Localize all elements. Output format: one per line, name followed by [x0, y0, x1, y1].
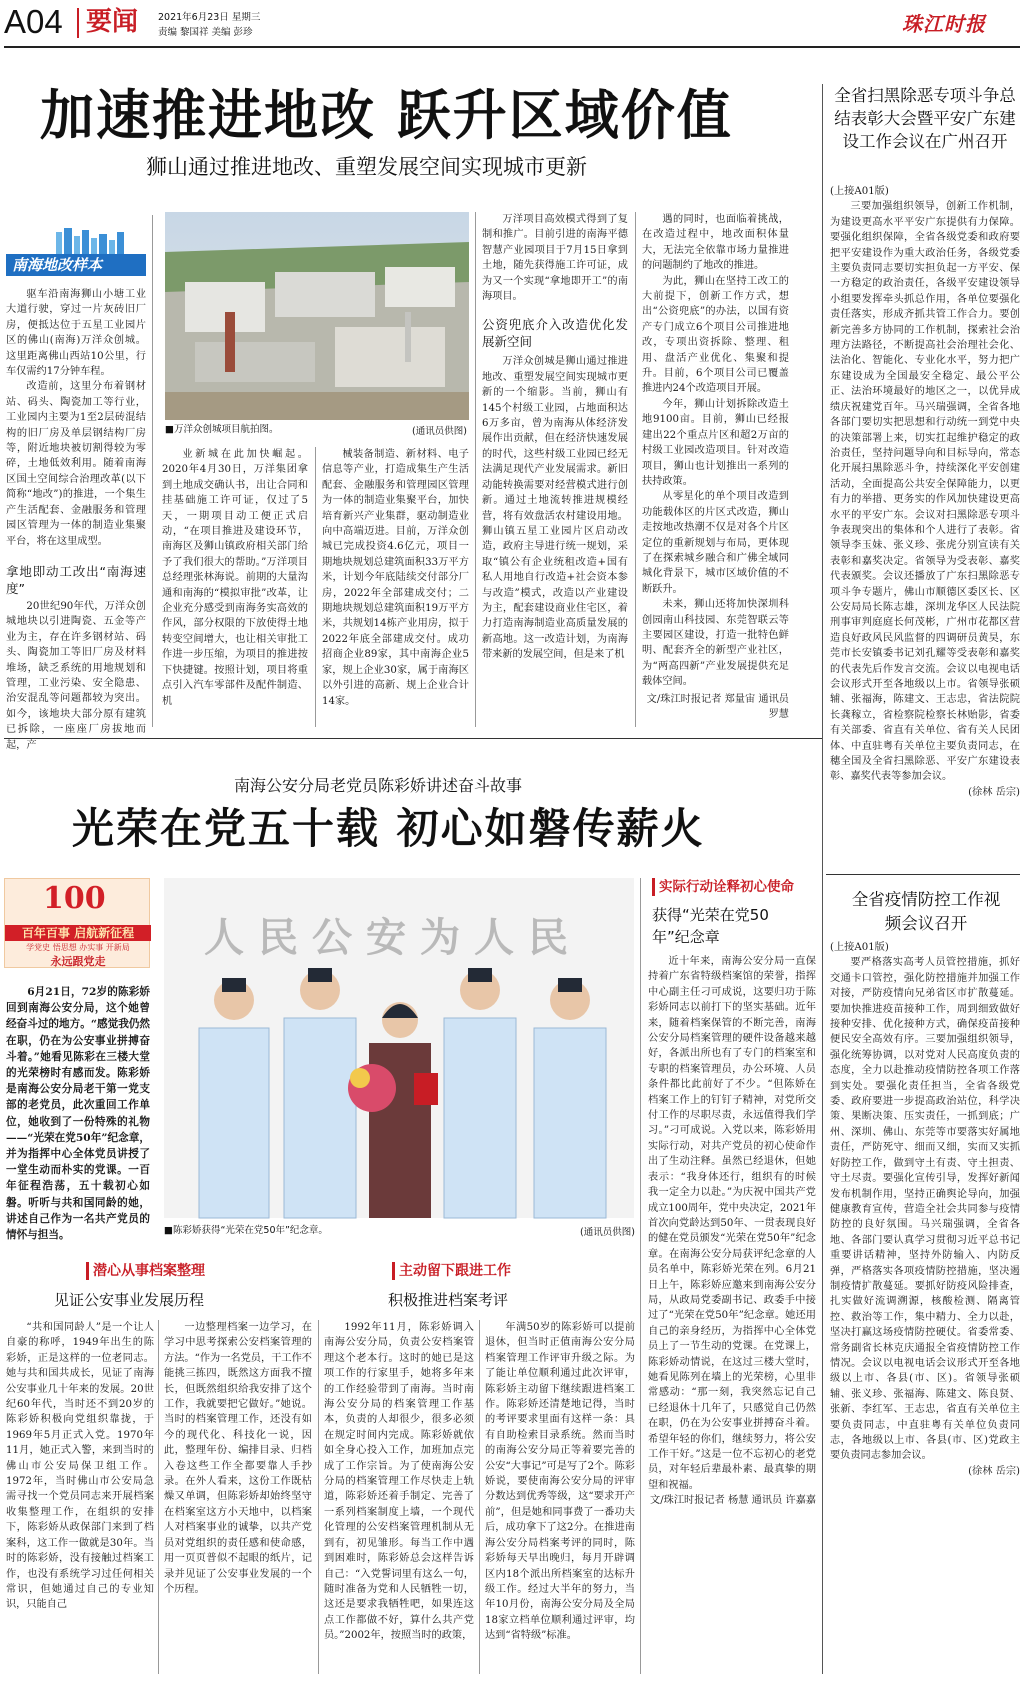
editors-line: 责编 黎国祥 美编 彭珍 [158, 27, 253, 38]
masthead-rule [4, 46, 1020, 48]
lead-divider-1 [152, 215, 153, 727]
column-tag-logo [6, 226, 146, 278]
right1-source-tag: (上接A01版) [830, 186, 889, 197]
logo-top-line: 永远跟党走 [50, 955, 106, 968]
right-column-divider [822, 84, 823, 1674]
aerial-factory-photo [165, 212, 469, 420]
lead-column-2: 业新城在此加快崛起。2020年4月30日，万洋集团拿到土地成交确认书，出让合同和挂基础施工许可证，仅过了5天，一期项目动工便正式启动，“在项目推进及建设环节，南海区及狮山镇政府相关部门给予了我们很大的帮助。”万洋项目总经理张林海说。前期的大量沟通和南海的“模拟审批”改革，让企业充分感受到南海务实高效的作风，部分权限的下放使得土地转变空间增大，也让相关审批工作进一步压缩，为项目的推进按下快捷键。按照计划，项目将重点引入汽车零部件及配件制造、机 [162, 449, 308, 707]
right2-byline: (徐林 岳宗) [968, 1465, 1020, 1477]
lead-subheadline: 狮山通过推进地改、重塑发展空间实现城市更新 [146, 155, 587, 179]
second-column-4: 年满50岁的陈彩娇可以提前退休，但当时正值南海公安分局档案管理工作评审升级之际。为了能让单位顺利通过此次评审，陈彩娇主动留下继续跟进档案工作。陈彩娇还清楚地记得，当时的考评要求里面有这样一条：具有自助检索目录系统。然而当时的南海公安分局正等着要完善的公安“大事记”可是写了2个。陈彩娇说，要使南海公安分局的评审分数达到优秀等级，这“要求开产前”，但是她和同事费了一番功夫后，成功拿下了这2分。在推进南海公安分局档案考评的同时，陈彩娇每天早出晚归，每月开辟调区内18个派出所档案室的达标升级工作。经过大半年的努力，当年10月份，南海公安分局及全局18家立档单位顺利通过评审，均达到“省特级”标准。 [485, 1322, 635, 1642]
right1-headline: 全省扫黑除恶专项斗争总结表彰大会暨平安广东建设工作会议在广州召开 [834, 86, 1016, 151]
paper-logo: 珠江时报 [902, 12, 986, 36]
right1-body: (上接A01版) 三要加强组织领导，创新工作机制，为建设更高水平平安广东提供有力保障。要强化组织保障，全省各级党委和政府要把平安建设作为重大政治任务，各级党委主要负责同志要切实担负起一方平安、保一方稳定的政治责任，各级平安建设领导小组要发挥牵头抓总作用，各单位要强化责任落实，形成齐抓共管工作合力。要创新完善多方协同的工作机制，探索社会治理方法路径，不断提高社会治理社会化、法治化、智能化、专业化水平，努力把广东建设成为全国最安全稳定、最公平公正、法治环境最好的地区之一，以优异成绩庆祝建党百年。马兴瑞强调，全省各地各部门要切实把思想和行动统一到党中央的决策部署上来，切实扛起维护稳定的政治责任，坚持问题导向和目标导向，常态化开展扫黑除恶斗争，持续深化平安创建活动，全面提高公共安全保障能力，以更有力的举措、更务实的作风加快建设更高水平的平安广东。会议对扫黑除恶专项斗争表现突出的集体和个人进行了表彰。省领导李玉妹、张义珍、张虎分别宣读有关表彰和嘉奖决定。省领导为受表彰、嘉奖代表颁奖。会议还播放了广东扫黑除恶专项斗争专题片，佛山市顺德区委区长、区公安局局长陈志雄，深圳龙华区人民法院刑事审判庭庭长何茂彬，广州市花都区营造良好政风民风监督的四调研员黄昊，东莞市长安镇委书记刘孔耀等受表彰和嘉奖的代表先后作发言交流。会议以电视电话会议形式开至各地级以上市。省领导张硕辅、张福海，陈建文、王志忠，省法院院长龚稼立，省检察院检察长林贻影，省委有关部委、省直有关单位、省有关人民团体、中直驻粤有关单位主要负责同志，在穗全国及全省扫黑除恶、平安广东建设表彰、嘉奖代表等参加会议。 (徐林 岳宗) [830, 184, 1020, 864]
sub2-tag: 主动留下跟进工作 [392, 1262, 511, 1280]
right2-headline: 全省疫情防控工作视频会议召开 [851, 890, 1001, 933]
right1-byline: (徐林 岳宗) [968, 786, 1020, 798]
right-section-rule [826, 874, 1020, 875]
lead-divider-4 [635, 212, 636, 727]
second-divider-3 [479, 1320, 480, 1674]
side-title: 获得“光荣在党50年”纪念章 [652, 906, 769, 946]
logo-subline: 学党史 悟思想 办实事 开新局 [26, 943, 130, 952]
column-tag-text: 南海地改样本 [12, 256, 103, 274]
masthead [0, 0, 1024, 46]
centenary-logo [4, 878, 150, 968]
second-side-divider [640, 878, 641, 1674]
side-body: 近十年来，南海公安分局一直保持着广东省特级档案馆的荣誉，指挥中心副主任刁可成说，这要归功于陈彩娇同志以前打下的坚实基础。近年来，随着档案保管的不断完善，南海公安分局档案管理的硬件设备越来越好，各派出所也有了专门的档案室和专职的档案管理员，办公环境、人员条件都比此前好了不少。“但陈娇在档案工作上的钉钉子精神，对党所交付工作的尽职尽责，永远值得我们学习。”刁可成说。入党以来，陈彩娇用实际行动，对共产党员的初心使命作出了生动注释。虽然已经退休，但她表示：“我身体还行，组织有的时候我一定全力以赴。”为庆祝中国共产党成立100周年，党中央决定，2021年首次向党龄达到50年、一贯表现良好的健在党员颁发“光荣在党50年”纪念章。在南海公安分局获评纪念章的人员名单中，陈彩娇光荣在列。6月21日上午，陈彩娇应邀来到南海公安分局，从政局党委副书记、政委手中接过了“光荣在党50年”纪念章。她还用自己的亲身经历，为指挥中心全体党员上了一节生动的党课。在党课上，陈彩娇动情说，在这过三楼大堂时，她看见陈列在墙上的光荣榜，心里非常感动：“那一刻，我突然忘记自己已经退休十几年了，只感觉自己仍然在职，仍在为公安事业拼搏奋斗着。希望年轻的你们，继续努力，将公安工作干好。”这是一位不忘初心的老党员，对年轻后辈最朴素、最真挚的期望和祝福。 文/珠江时报记者 杨慧 通讯员 许嘉嘉 [648, 954, 816, 1674]
second-lead-text: 6月21日，72岁的陈彩娇回到南海公安分局，这个她曾经奋斗过的地方。“感觉我仍然在职，仍在为公安事业拼搏奋斗着。”她看见陈彩在三楼大堂的光荣榜时有感而发。陈彩娇是南海公安分局老干第一党支部的老党员，此次重回工作单位，她收到了一份特殊的礼物——“光荣在党50年”纪念章，并为指挥中心全体党员讲授了一堂生动而朴实的党课。一百年征程浩荡，五十载初心如磐。听听与共和国同龄的她，讲述自己作为一名共产党员的情怀与担当。 [6, 986, 150, 1242]
lead-divider-3 [475, 212, 476, 727]
lead-col4-subhead: 公资兜底介入改造优化发展新空间 [482, 317, 628, 350]
second-photo [164, 878, 634, 1218]
sub2-title: 积极推进档案考评 [388, 1291, 509, 1309]
lead-headline: 加速推进地改 跃升区域价值 [40, 84, 733, 147]
sub1-tag: 潜心从事档案整理 [86, 1262, 205, 1280]
section-name: 要闻 [86, 7, 139, 37]
section-divider [77, 8, 79, 38]
officers-group-figures [164, 878, 634, 1218]
lead-column-1: 驱车沿南海狮山小塘工业大道行驶，穿过一片灰砖旧厂房，便抵达位于五星工业园片区的佛山(南海)万洋众创城。这里距离佛山西站10公里，行车仅需约17分钟车程。 改造前，这里分布着钢材站、码头、陶瓷加工等行业，工业园内主要为1至2层砖混结构的旧厂房及单层钢结构厂房等，附近地块被切割得较为零碎，土地低效利用。随着南海区国土空间综合治理改革(以下简称“地改”)的推进，一个集生产生活配套、金融服务和管理园区管理为一体的制造业集聚平台，将在这里成型。 拿地即动工改出“南海速度” 20世纪90年代，万洋众创城地块以引进陶瓷、五金等产业为主，存在许多钢材站、码头、陶瓷加工等旧厂房及材料堆场，缺乏系统的用地规划和管理，工业污染、安全隐患、治安混乱等问题都较为突出。如今，该地块大部分原有建筑已拆除，一座座厂房拔地而起，产 [6, 289, 146, 751]
right2-source-tag: (上接A01版) [830, 942, 889, 953]
second-overline: 南海公安分局老党员陈彩娇讲述奋斗故事 [234, 776, 523, 795]
lead-photo [165, 212, 469, 420]
lead-photo-caption: ■万洋众创城项目航拍图。 [165, 424, 279, 435]
photo-sign-text: 人民公安为人民 [204, 914, 582, 961]
lead-byline: 文/珠江时报记者 郑量宙 通讯员 罗慧 [646, 693, 789, 720]
sub1-title: 见证公安事业发展历程 [54, 1291, 205, 1309]
lead-divider-2 [315, 447, 316, 727]
logo-slogan: 百年百事 启航新征程 [5, 925, 151, 941]
lead-col1-subhead: 拿地即动工改出“南海速度” [6, 563, 146, 596]
lead-column-3: 械装备制造、新材料、电子信息等产业，打造成集生产生活配套、金融服务和管理园区管理为一体的制造业集聚平台，加快培育新兴产业集群，驱动制造业向中高端迈进。目前，万洋众创城已完成投资4.6亿元，项目一期地块规划总建筑面积33万平方米，计划今年底陆续交付部分厂房，2022年全部建成交付；二期地块规划总建筑面积19万平方米，共规划14栋产业用房，拟于2022年底全部建成交付。成功招商企业89家，其中南海企业5家，规上企业30家，属于南海区以外引进的高新、规上企业合计14家。 [322, 449, 469, 707]
second-photo-caption: ■陈彩娇获得“光荣在党50年”纪念章。 [164, 1225, 328, 1236]
page-number: A04 [4, 3, 63, 40]
second-divider-2 [318, 1320, 319, 1674]
side-byline: 文/珠江时报记者 杨慧 通讯员 许嘉嘉 [650, 1495, 816, 1507]
second-column-1: “共和国同龄人”是一个让人自豪的称呼，1949年出生的陈彩娇，正是这样的一位老同志。她与共和国共成长，见证了南海公安事业几十年来的发展。20世纪60年代，当时还不到20岁的陈彩娇积极向党组织靠拢，于1969年5月正式入党。1970年11月，她正式入警，来到当时的佛山市公安局保卫组工作。1972年，当时佛山市公安局急需寻找一个党员同志来开展档案收集整理工作，在组织的安排下，陈彩娇从政保部门来到了档案科，这工作一做就是30年。当时的陈彩娇，没有接触过档案工作，也没有系统学习过任何相关常识，但她通过自己的专业知识，只能自己 [6, 1322, 154, 1611]
second-divider-1 [158, 1320, 159, 1674]
number-100-icon: 100 [43, 881, 106, 916]
side-tag: 实际行动诠释初心使命 [652, 878, 794, 896]
lead-column-5: 遇的同时，也面临着挑战，在改造过程中，地改面积体量大，无法完全依靠市场力量推进的问题制约了地改的推进。 为此，狮山在坚持工改工的大前提下，创新工作方式，想出“公资兜底”的办法，以国有资产专门成立6个项目公司推进地改，专项出资拆除、整理、租用、盘活产业优化、集聚和提升。目前，6个项目公司已覆盖推进内24个改造项目开展。 今年，狮山计划拆除改造土地9100亩。目前，狮山已经报建出22个重点片区和超2万亩的村级工业园改造项目。针对改造项目，狮山也计划推出一系列的扶持政策。 从零星化的单个项目改造到功能载体区的片区式改造，狮山走按地改热潮不仅是对各个片区定位的重新规划与布局，更体现了在探索城乡融合和广佛全域同城化背景下，城市区域价值的不断跃升。 未来，狮山还将加快深圳科创园南山科技园、东莞智联云等主要园区建设，打造一批特色鲜明、配套齐全的新型产业社区，为“两高四新”产业发展提供充足载体空间。 文/珠江时报记者 郑量宙 通讯员 罗慧 [642, 212, 789, 727]
second-photo-credit: (通讯员供图) [580, 1227, 635, 1238]
section-rule [4, 738, 822, 739]
second-headline: 光荣在党五十载 初心如磐传薪火 [72, 804, 705, 853]
second-column-3: 1992年11月，陈彩娇调入南海公安分局，负责公安档案管理这个老本行。这时的她已是这项工作的行家里手，她将多年来的工作经验带到了南海。当时南海公安分局的档案管理工作基本，负责的人却很少，很多必须在规定时间内完成。陈彩娇就依如全身心投入工作，加班加点完成了工作宗旨。为了使南海公安分局的档案管理工作尽快走上轨道，陈彩娇还着手制定、完善了一系列档案制度上墙，一个现代化管理的公安档案管理机制从无到有，初见雏形。每当工作中遇到困难时，陈彩娇总会这样告诉自己：“入党誓词里有这么一句，随时准备为党和人民牺牲一切，这还是要求我牺牲吧，如果连这点工作都做不好，算什么共产党员。”2002年，按照当时的政策， [324, 1322, 474, 1642]
second-column-2: 一边整理档案一边学习，在学习中思考探索公安档案管理的方法。“作为一名党员，干工作不能挑三拣四，既然这方面我不擅长，但既然组织给我安排了这个工作，我就要把它做好。”她说。当时的档案管理工作，还没有如今的现代化、科技化一说，因此，整理年份、编排目录、归档入卷这些工作全都要靠人手抄录。在外人看来，这份工作既枯燥又单调，但陈彩娇却始终坚守在档案室这方小天地中，以档案人对档案事业的诚挚，以共产党员对党组织的责任感和使命感，用一页页普似不起眼的纸片，记录并见证了公安事业发展的一个个历程。 [164, 1322, 312, 1595]
right2-body: (上接A01版) 要严格落实高考人员管控措施，抓好交通卡口管控，强化防控措施并加强工作对接，严防疫情向兄弟省区市扩散蔓延。要加快推进疫苗接种工作，周到细致做好接种安排、优化接种方式，确保疫苗接种便民安全高效有序。三要加强组织领导，强化统筹协调，以对党对人民高度负责的态度，全力以赴推动疫情防控各项工作落到实处。要强化责任担当，全省各级党委、政府要进一步提高政治站位，科学决策、果断决策、压实责任，一抓到底；广州、深圳、佛山、东莞等市要落实好属地责任，严防死守、细而又细，实而又实抓好防控工作，做到守土有责、守土担责、守土尽责。要强化宣传引导，发挥好新闻发布机制作用，坚持正确舆论导向，加强健康教育宣传，营造全社会共同参与疫情防控的良好氛围。马兴瑞强调，全省各地、各部门要认真学习贯彻习近平总书记重要讲话精神，坚持外防输入、内防反弹，严格落实各项疫情防控措施，坚决遏制疫情扩散蔓延。要抓好防疫风险排查，扎实做好流调溯源，核酸检测、隔离管控、救治等工作，集中精力、全力以赴，坚决打赢这场疫情防控硬仗。省委常委、常务副省长林克庆通报全省疫情防控工作情况。会议以电视电话会议形式开至各地级以上市、各县(市、区)。省领导张硕辅、张义珍、张福海、陈建文、陈良贤、张新、李红军、王志忠，省直有关单位主要负责同志，中直驻粤有关单位负责同志，各地级以上市、各县(市、区)党政主要负责同志参加会议。 (徐林 岳宗) [830, 940, 1020, 1674]
lead-photo-credit: (通讯员供图) [412, 426, 467, 437]
lead-column-4: 万洋项目高效模式得到了复制和推广。目前引进的南海平德智慧产业园项目于7月15日拿到土地，随先获得施工许可证，成为又一个实现“拿地即开工”的南海项目。 公资兜底介入改造优化发展新空间 万洋众创城是狮山通过推进地改、重塑发展空间实现城市更新的一个缩影。当前，狮山有145个村级工业园，占地面积达6万多亩，曾为南海从体经济发展作出贡献，但在经济快速发展的时代，这些村级工业园已经无法满足现代产业发展需求。新旧动能转换需要对经营模式进行创新。通过土地流转推进规模经营，将有效盘活农村建设用地。狮山镇五星工业园片区启动改造，政府主导进行统一规划，采取“镇公有企业统租改造+国有私人用地自行改造+社会资本参与改造”模式，改造以产业建设为主，配套建设商业住宅区，着力打造南海制造业高质量发展的新高地。这一改造计划，为南海带来新的发展空间，但是来了机 [482, 214, 628, 661]
issue-date: 2021年6月23日 星期三 [158, 12, 261, 23]
